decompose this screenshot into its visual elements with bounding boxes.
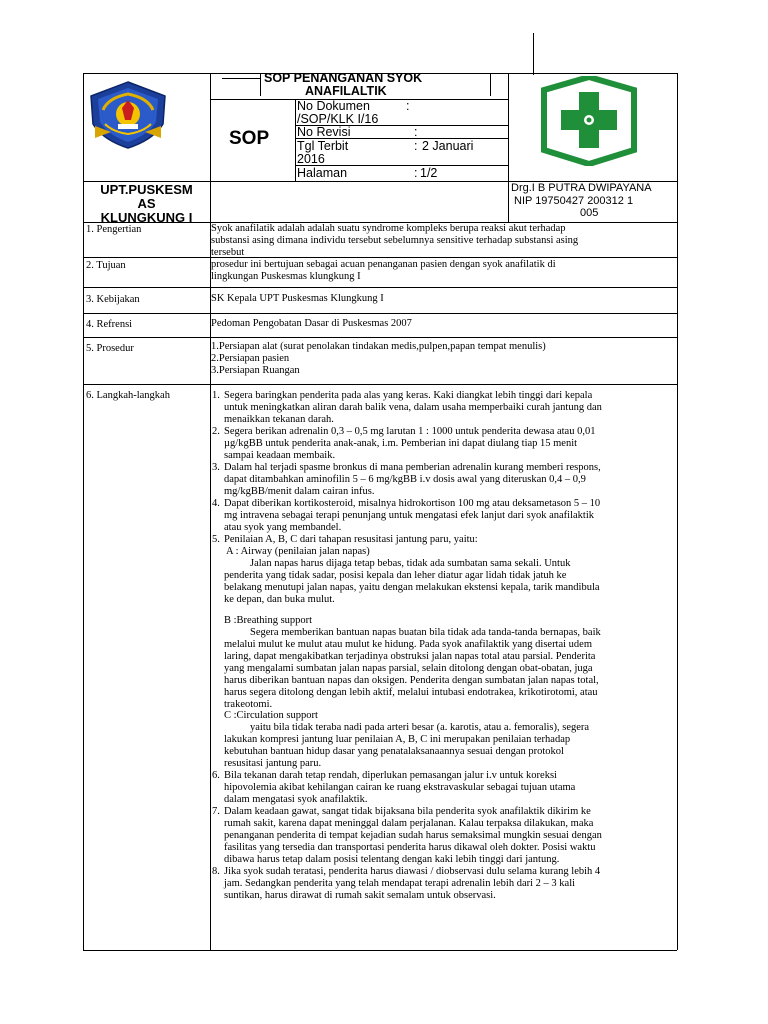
airway-text: penderita yang tidak sadar, posisi kepala dan leher diatur agar lidah tidak jatuh ke xyxy=(224,570,567,581)
prosedur-item: 3.Persiapan Ruangan xyxy=(211,365,300,376)
step-text: Dalam hal terjadi spasme bronkus di mana pemberian adrenalin kurang memberi respons, xyxy=(224,462,601,473)
step-text: fasilitas yang tersedia dan transportasi penderita harus dikawal oleh dokter. Posisi waktu xyxy=(224,842,596,853)
circulation-text: yaitu bila tidak teraba nadi pada arteri besar (a. karotis, atau a. femoralis), segera xyxy=(250,722,590,733)
sop-divider xyxy=(295,99,296,181)
prosedur-item: 2.Persiapan pasien xyxy=(211,353,290,364)
step-text: dalam mengatasi syok anafilaktik. xyxy=(224,794,368,805)
sop-title-line1: SOP PENANGANAN SYOK xyxy=(264,71,423,85)
step-number: 7. xyxy=(212,806,220,817)
section-label-tujuan: 2. Tujuan xyxy=(86,260,126,271)
signer-nip-suffix: 005 xyxy=(580,207,599,219)
step-text: Dapat diberikan kortikosteroid, misalnya hidrokortison 100 mg atau deksametason 5 – 10 xyxy=(224,498,601,509)
breathing-text: trakeotomi. xyxy=(224,699,273,710)
step-text: Penilaian A, B, C dari tahapan resusitasi jantung paru, yaitu: xyxy=(224,534,478,545)
step-text: dapat ditambahkan aminofilin 5 – 6 mg/kgBB i.v dosis awal yang diteruskan 0,4 – 0,9 xyxy=(224,474,586,485)
step-text: menaikkan tekanan darah. xyxy=(224,414,334,425)
margin-mark xyxy=(533,33,534,75)
section-label-langkah: 6. Langkah-langkah xyxy=(86,390,170,401)
breathing-text: yang mengalami sumbatan jalan napas parsial, selain ditolong dengan obat-obatan, juga xyxy=(224,663,593,674)
doc-field-sep: : xyxy=(414,166,418,180)
signer-name: Drg.I B PUTRA DWIPAYANA xyxy=(511,182,652,194)
pengertian-text: tersebut xyxy=(211,247,245,258)
doc-field-label: Tgl Terbit xyxy=(297,139,349,153)
section-label-pengertian: 1. Pengertian xyxy=(86,224,142,235)
step-text: suntikan, harus dirawat di rumah sakit semalam untuk observasi. xyxy=(224,890,496,901)
step-text: rumah sakit, karena dapat meninggal dalam perjalanan. Kalau terpaksa dilakukan, maka xyxy=(224,818,594,829)
row-divider xyxy=(83,337,677,338)
step-text: mg/kgBB/menit dalam cairan infus. xyxy=(224,486,375,497)
step-number: 4. xyxy=(212,498,220,509)
step-text: atau syok yang membandel. xyxy=(224,522,342,533)
pengertian-text: Syok anafilatik adalah adalah suatu syndrome kompleks berupa reaksi akut terhadap xyxy=(211,223,566,234)
doc-field-label: Halaman xyxy=(297,166,348,180)
tujuan-text: lingkungan Puskesmas klungkung I xyxy=(211,271,361,282)
step-number: 3. xyxy=(212,462,220,473)
airway-title: A : Airway (penilaian jalan napas) xyxy=(226,546,370,557)
doc-field-sep: : xyxy=(414,125,418,139)
section-label-referensi: 4. Refrensi xyxy=(86,319,133,330)
doc-field-label: 2016 xyxy=(297,152,325,166)
table-bottom-border xyxy=(83,950,677,951)
doc-field-sep: : xyxy=(406,99,410,113)
sop-title-line2: ANAFILALTIK xyxy=(305,84,387,98)
airway-text: belakang menutupi jalan napas, yaitu dengan melakukan ekstensi kepala, tarik mandibula xyxy=(224,582,600,593)
doc-field-value: 2 Januari xyxy=(422,139,474,153)
step-text: untuk meningkatkan aliran darah balik vena, dalam usaha memperbaiki curah jantung dan xyxy=(224,402,602,413)
kebijakan-text: SK Kepala UPT Puskesmas Klungkung I xyxy=(211,293,384,304)
row-divider xyxy=(83,287,677,288)
step-text: Bila tekanan darah tetap rendah, diperlukan pemasangan jalur i.v untuk koreksi xyxy=(224,770,557,781)
circulation-title: C :Circulation support xyxy=(224,710,318,721)
step-text: Dalam keadaan gawat, sangat tidak bijaksana bila penderita syok anafilaktik dikirim ke xyxy=(224,806,591,817)
step-text: sampai keadaan membaik. xyxy=(224,450,336,461)
breathing-text: melalui mulut ke mulut atau mulut ke hidung. Pada syok anafilaktik yang disertai udem xyxy=(224,639,593,650)
section-label-prosedur: 5. Prosedur xyxy=(86,343,134,354)
step-text: Segera baringkan penderita pada alas yang keras. Kaki diangkat lebih tinggi dari kepala xyxy=(224,390,593,401)
step-number: 1. xyxy=(212,390,220,401)
airway-text: Jalan napas harus dijaga tetap bebas, tidak ada sumbatan sama sekali. Untuk xyxy=(250,558,571,569)
breathing-text: Segera memberikan bantuan napas buatan bila tidak ada tanda-tanda bernapas, baik xyxy=(250,627,601,638)
header-divider-left xyxy=(210,73,211,222)
step-text: Segera berikan adrenalin 0,3 – 0,5 mg larutan 1 : 1000 untuk penderita dewasa atau 0,01 xyxy=(224,426,596,437)
tujuan-text: prosedur ini bertujuan sebagai acuan penanganan pasien dengan syok anafilatik di xyxy=(211,259,556,270)
airway-text: ke depan, dan buka mulut. xyxy=(224,594,335,605)
step-text: mg intravena sebagai terapi penunjang untuk mengatasi efek lanjut dari syok anafilaktik xyxy=(224,510,595,521)
step-text: penanganan penderita di tempat kejadian sudah harus semaksimal mungkin sesuai dengan xyxy=(224,830,602,841)
step-text: jam. Sedangkan penderita yang telah mendapat terapi adrenalin lebih dari 2 – 3 kali xyxy=(224,878,576,889)
title-deco-bar-right xyxy=(490,74,491,96)
breathing-title: B :Breathing support xyxy=(224,615,313,626)
regency-crest-logo xyxy=(83,80,173,150)
prosedur-item: 1.Persiapan alat (surat penolakan tindakan medis,pulpen,papan tempat menulis) xyxy=(211,341,546,352)
title-deco-bar-left xyxy=(260,74,261,96)
row-divider xyxy=(83,313,677,314)
pengertian-text: substansi asing dimana individu tersebut sebelumnya sensitive terhadap substansi asing xyxy=(211,235,579,246)
row-divider xyxy=(83,384,677,385)
step-text: dibawa harus tetap dalam posisi telentang dengan kaki lebih tinggi dari jantung. xyxy=(224,854,560,865)
breathing-text: harus segera ditolong dengan lebih aktif, melalui intubasi endotrakea, krikotirotomi, atau xyxy=(224,687,598,698)
sop-label: SOP xyxy=(229,128,270,149)
step-text: Jika syok sudah teratasi, penderita harus diawasi / diobservasi dulu selama kurang lebih 4 xyxy=(224,866,601,877)
org-name-line1: UPT.PUSKESM xyxy=(100,182,193,197)
step-text: hipovolemia akibat kehilangan cairan ke ruang ekstravaskular sebagai tujuan utama xyxy=(224,782,576,793)
label-column-divider xyxy=(210,222,211,950)
signer-nip: NIP 19750427 200312 1 xyxy=(514,195,634,207)
title-deco-line xyxy=(222,78,260,79)
circulation-text: resusitasi jantung paru. xyxy=(224,758,322,769)
doc-field-label: No Dokumen xyxy=(297,99,370,113)
step-number: 8. xyxy=(212,866,220,877)
step-number: 2. xyxy=(212,426,220,437)
header-divider-right xyxy=(508,73,509,222)
step-text: µg/kgBB untuk penderita anak-anak, i.m. Pemberian ini dapat diulang tiap 15 menit xyxy=(224,438,578,449)
referensi-text: Pedoman Pengobatan Dasar di Puskesmas 2007 xyxy=(211,318,412,329)
doc-field-value: 1/2 xyxy=(420,166,438,180)
breathing-text: harus diberikan bantuan napas dan oksigen. Penderita dengan sumbatan jalan napas total, xyxy=(224,675,599,686)
circulation-text: kebutuhan bantuan hidup dasar yang penatalaksanaannya sesuai dengan protokol xyxy=(224,746,564,757)
step-number: 5. xyxy=(212,534,220,545)
org-name-line2: AS xyxy=(137,196,156,211)
puskesmas-logo xyxy=(530,76,648,166)
breathing-text: laring, dapat mengakibatkan terjadinya obstruksi jalan napas total atau parsial. Penderita xyxy=(224,651,596,662)
org-name-line3: KLUNGKUNG I xyxy=(100,210,193,225)
circulation-text: lakukan kompresi jantung luar penilaian A, B, C ini merupakan penilaian terhadap xyxy=(224,734,571,745)
doc-field-sep: : xyxy=(414,139,418,153)
row-divider xyxy=(83,257,677,258)
step-number: 6. xyxy=(212,770,220,781)
doc-field-label: /SOP/KLK I/16 xyxy=(297,112,379,126)
section-label-kebijakan: 3. Kebijakan xyxy=(86,294,140,305)
doc-field-label: No Revisi xyxy=(297,125,351,139)
table-right-border xyxy=(677,73,678,950)
